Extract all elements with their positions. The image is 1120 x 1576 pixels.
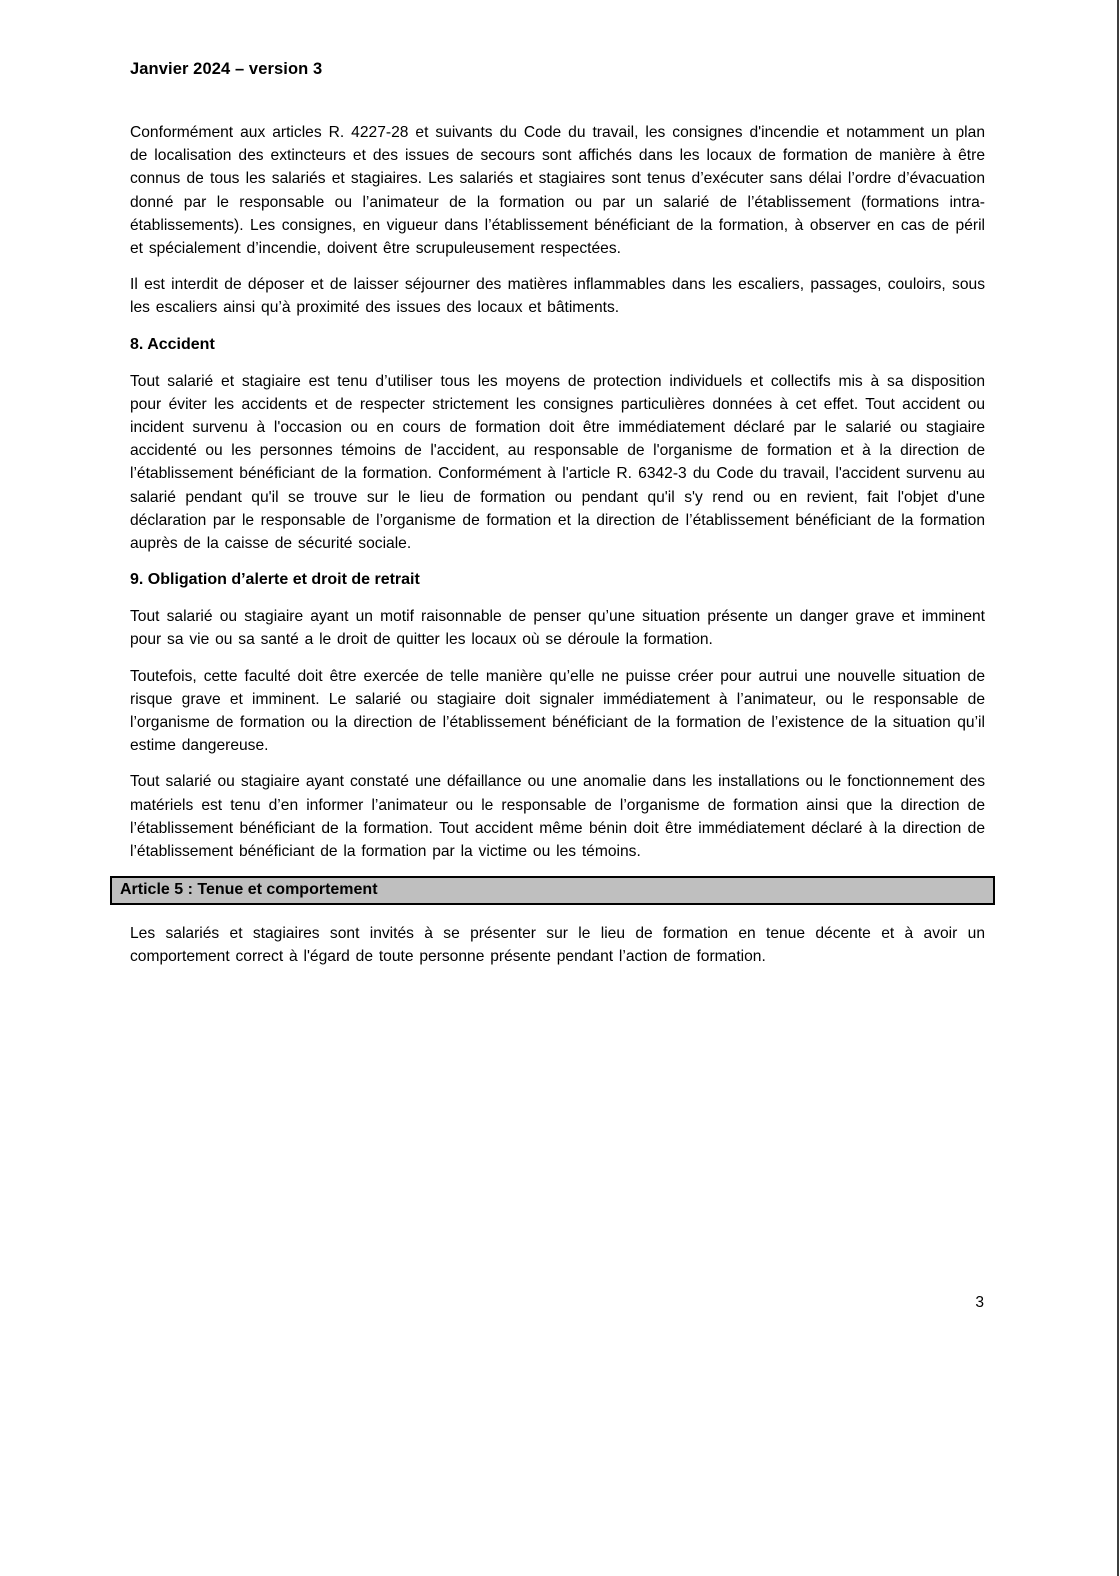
section-heading: 8. Accident: [130, 335, 215, 353]
article-banner: Article 5 : Tenue et comportement: [110, 876, 995, 905]
page-edge-line: [1117, 0, 1119, 1576]
section-heading: 9. Obligation d’alerte et droit de retrait: [130, 571, 420, 589]
page-number: 3: [975, 1294, 984, 1311]
paragraph: Tout salarié et stagiaire est tenu d’utiliser tous les moyens de protection individuels et collectifs mis à sa disposition pour éviter les accidents et de respecter strictement les consignes particulières données à cet effet. Tout accident ou incident survenu à l'occasion ou en cours de formation doit être immédiatement déclaré par le salarié ou stagiaire accidenté ou les personnes témoins de l'accident, au responsable de l'organisme de formation et à la direction de l’établissement bénéficiant de la formation. Conformément à l'article R. 6342-3 du Code du travail, l'accident survenu au salarié pendant qu'il se trouve sur le lieu de formation ou pendant qu'il s'y rend ou en revient, fait l'objet d'une déclaration par le responsable de l’organisme de formation et la direction de l’établissement bénéficiant de la formation auprès de la caisse de sécurité sociale.: [130, 372, 985, 553]
document-body: [120, 121, 985, 969]
paragraph: Tout salarié ou stagiaire ayant un motif raisonnable de penser qu’une situation présente un danger grave et imminent pour sa vie ou sa santé a le droit de quitter les locaux où se déroule la formation.: [130, 608, 985, 649]
document-version-header: Janvier 2024 – version 3: [130, 60, 323, 78]
paragraph: Toutefois, cette faculté doit être exercée de telle manière qu’elle ne puisse créer pour autrui une nouvelle situation de risque grave et imminent. Le salarié ou stagiaire doit signaler immédiatement à l’animateur, ou le responsable de l’organisme de formation ou la direction de l’établissement bénéficiant de la formation de l’existence de la situation qu’il estime dangereuse.: [130, 667, 985, 755]
paragraph: Il est interdit de déposer et de laisser séjourner des matières inflammables dans les escaliers, passages, couloirs, sous les escaliers ainsi qu’à proximité des issues des locaux et bâtiments.: [130, 276, 985, 317]
paragraph: Les salariés et stagiaires sont invités à se présenter sur le lieu de formation en tenue décente et à avoir un comportement correct à l'égard de toute personne présente pendant l’action de formation.: [130, 925, 985, 966]
paragraph: Conformément aux articles R. 4227-28 et suivants du Code du travail, les consignes d'incendie et notamment un plan de localisation des extincteurs et des issues de secours sont affichés dans les locaux de formation de manière à être connus de tous les salariés et stagiaires. Les salariés et stagiaires sont tenus d’exécuter sans délai l’ordre d’évacuation donné par le responsable ou l’animateur de la formation ou par un salarié de l’établissement (formations intra-établissements). Les consignes, en vigueur dans l’établissement bénéficiant de la formation, à observer en cas de péril et spécialement d’incendie, doivent être scrupuleusement respectées.: [130, 124, 985, 258]
paragraph: Tout salarié ou stagiaire ayant constaté une défaillance ou une anomalie dans les installations ou le fonctionnement des matériels est tenu d’en informer l’animateur ou le responsable de l’organisme de formation ainsi que la direction de l’établissement bénéficiant de la formation. Tout accident même bénin doit être immédiatement déclaré à la direction de l’établissement bénéficiant de la formation par la victime ou les témoins.: [130, 773, 985, 861]
